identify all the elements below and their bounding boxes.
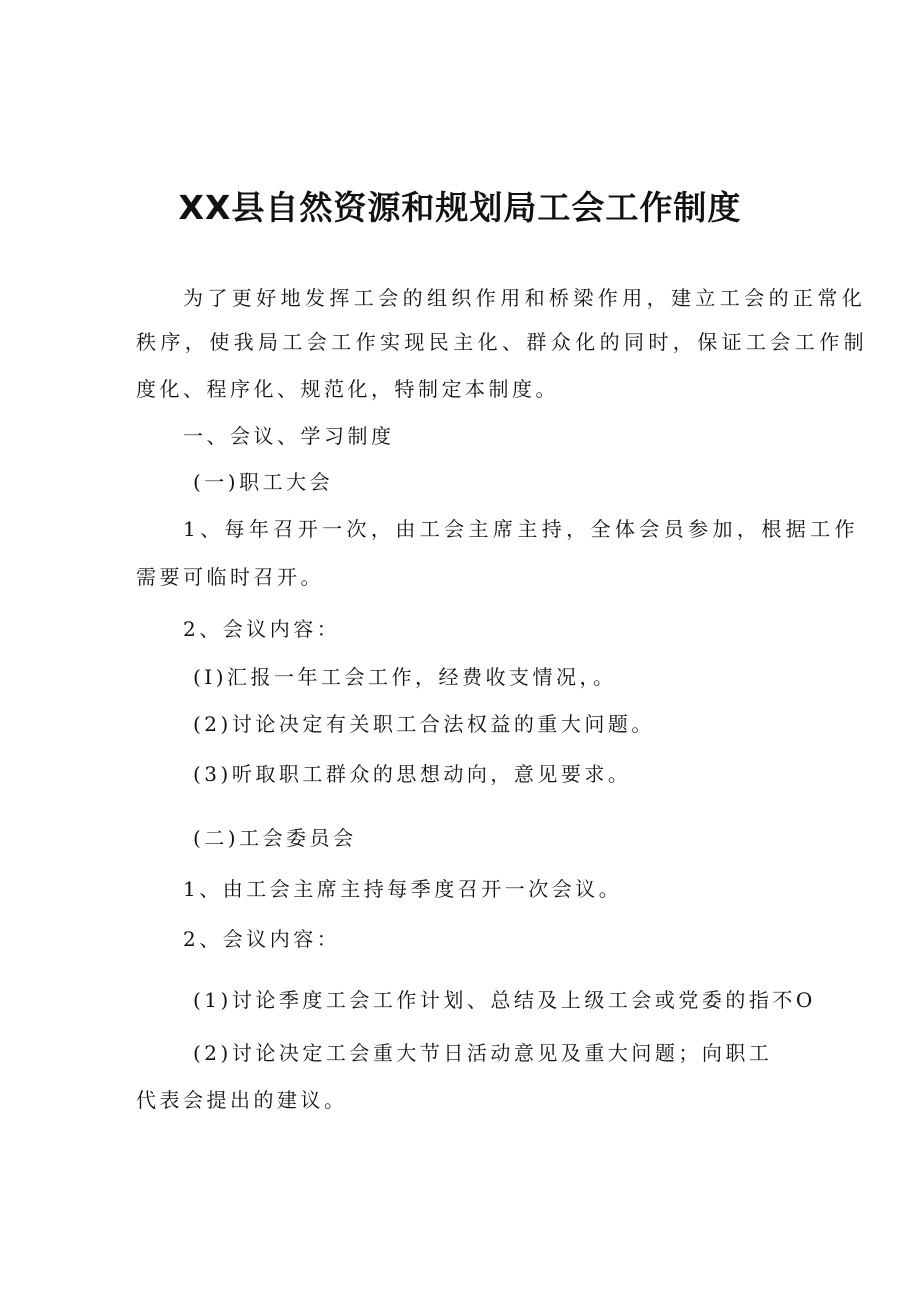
paragraph-line: 为了更好地发挥工会的组织作用和桥梁作用，建立工会的正常化 (183, 286, 867, 310)
paragraph-line: 秩序，使我局工会工作实现民主化、群众化的同时，保证工会工作制 (136, 330, 868, 354)
list-heading: 2、会议内容： (183, 927, 341, 951)
paragraph-line: 1、由工会主席主持每季度召开一次会议。 (183, 877, 623, 901)
list-item: (3)听取职工群众的思想动向，意见要求。 (193, 762, 632, 786)
document-title: XX县自然资源和规划局工会工作制度 (178, 188, 742, 227)
list-item: (2)讨论决定工会重大节日活动意见及重大问题；向职工 (193, 1041, 773, 1065)
paragraph-line: 1、每年召开一次，由工会主席主持，全体会员参加，根据工作 (183, 517, 859, 541)
paragraph-line: 度化、程序化、规范化，特制定本制度。 (136, 377, 559, 401)
list-item: (I)汇报一年工会工作，经费收支情况，。 (193, 665, 617, 689)
list-item: (2)讨论决定有关职工合法权益的重大问题。 (193, 712, 655, 736)
list-heading: 2、会议内容： (183, 617, 341, 641)
list-item: (1)讨论季度工会工作计划、总结及上级工会或党委的指不O (193, 988, 816, 1012)
paragraph-line: 代表会提出的建议。 (136, 1088, 348, 1112)
paragraph-line: 需要可临时召开。 (136, 565, 324, 589)
subsection-heading: (一)职工大会 (193, 470, 334, 494)
section-heading: 一、会议、学习制度 (183, 424, 395, 448)
subsection-heading: (二)工会委员会 (193, 826, 357, 850)
